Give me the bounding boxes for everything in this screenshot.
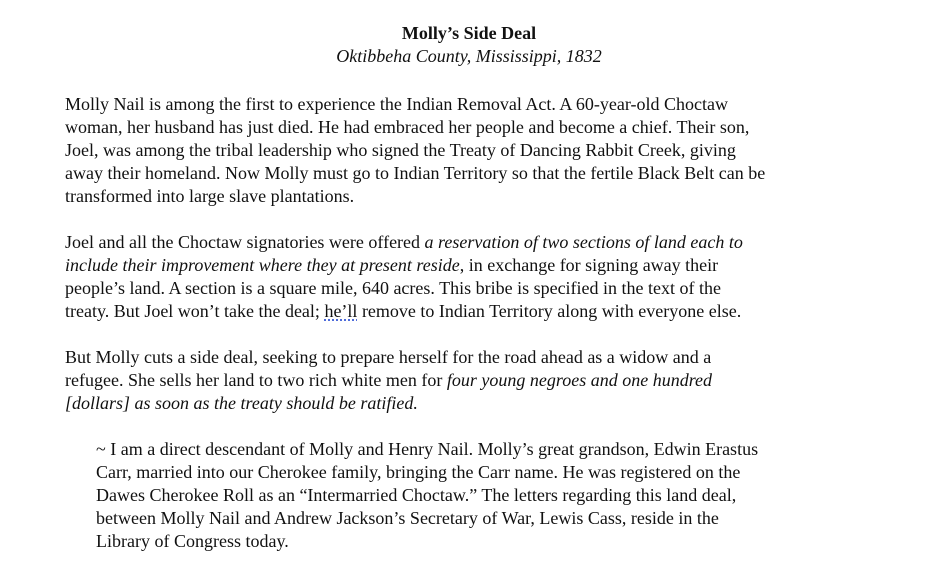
text-run: remove to Indian Territory along with everyone else. — [357, 301, 742, 321]
paragraph-line — [65, 300, 741, 322]
quoted-treaty-text: include their improvement where they at present reside — [65, 255, 460, 275]
paragraph-line: Carr, married into our Cherokee family, bringing the Carr name. He was registered on the — [96, 462, 741, 482]
quoted-text: four young negroes and one hundred — [446, 370, 713, 390]
text-run: Joel and all the Choctaw signatories were offered — [65, 232, 425, 252]
paragraph-line: [dollars] as soon as the treaty should be ratified. — [65, 393, 418, 413]
paragraph-line: Dawes Cherokee Roll as an “Intermarried Choctaw.” The letters regarding this land deal, — [96, 485, 737, 505]
grammar-check-word[interactable]: he’ll — [324, 301, 358, 321]
paragraph-line — [65, 254, 718, 276]
text-run: refugee. She sells her land to two rich white men for — [65, 370, 447, 390]
document-title: Molly’s Side Deal — [401, 23, 537, 43]
paragraph-line — [65, 369, 712, 391]
paragraph-line: people’s land. A section is a square mile, 640 acres. This bribe is specified in the text of the — [65, 278, 722, 298]
paragraph-line: ~ I am a direct descendant of Molly and Henry Nail. Molly’s great grandson, Edwin Erastus — [96, 439, 759, 459]
paragraph-line: transformed into large slave plantations. — [65, 186, 355, 206]
paragraph-line: between Molly Nail and Andrew Jackson’s Secretary of War, Lewis Cass, reside in the — [96, 508, 719, 528]
paragraph-line: But Molly cuts a side deal, seeking to prepare herself for the road ahead as a widow and a — [65, 347, 712, 367]
paragraph-line — [65, 231, 743, 253]
text-run: , in exchange for signing away their — [459, 255, 719, 275]
document-subtitle: Oktibbeha County, Mississippi, 1832 — [336, 46, 602, 66]
text-run: treaty. But Joel won’t take the deal; — [65, 301, 325, 321]
paragraph-line: Molly Nail is among the first to experience the Indian Removal Act. A 60-year-old Choctaw — [65, 94, 728, 114]
paragraph-line: woman, her husband has just died. He had embraced her people and become a chief. Their son, — [65, 117, 750, 137]
paragraph-line: away their homeland. Now Molly must go to Indian Territory so that the fertile Black Belt can be — [65, 163, 766, 183]
paragraph-line: Library of Congress today. — [96, 531, 289, 551]
paragraph-line: Joel, was among the tribal leadership who signed the Treaty of Dancing Rabbit Creek, giving — [65, 140, 736, 160]
quoted-treaty-text: a reservation of two sections of land each to — [424, 232, 743, 252]
